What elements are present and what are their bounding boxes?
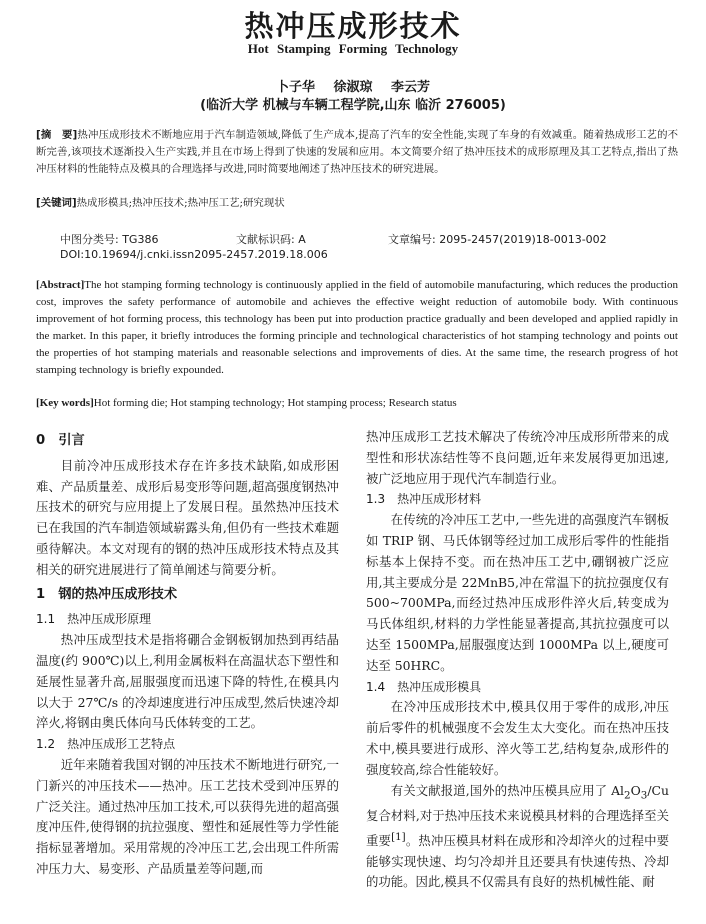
abstract-en-label: [Abstract] [36, 279, 85, 291]
keywords-en-text: Hot forming die; Hot stamping technology; Hot stamping process; Research status [93, 397, 457, 409]
abstract-cn [36, 127, 678, 178]
doi-line: DOI:10.19694/j.cnki.issn2095-2457.2019.18.006 [60, 248, 328, 261]
keywords-cn-text: 热成形模具;热冲压技术;热冲压工艺;研究现状 [76, 197, 285, 209]
author-name: 徐淑琼 [333, 80, 373, 95]
body-column-right [366, 427, 669, 893]
author-list [0, 76, 706, 95]
clc-number: 中图分类号: TG386 [60, 233, 159, 246]
subsection-heading: 1.2 热冲压成形工艺特点 [36, 737, 176, 752]
paper-title-en: Hot Stamping Forming Technology [247, 41, 459, 56]
author-name: 卜子华 [275, 80, 315, 95]
subsection-heading: 1.1 热冲压成形原理 [36, 612, 152, 627]
keywords-cn [36, 195, 678, 212]
body-paragraph: 热冲压成形工艺技术解决了传统冷冲压成形所带来的成型性和形状冻结性等不良问题,近年来发展得更加迅速,被广泛地应用于现代汽车制造行业。 [366, 429, 669, 486]
paragraph-text: /Cu 复合材料,对于热冲压技术来说模具材料的合理选择至关重要 [366, 782, 669, 848]
section-heading: 1 钢的热冲压成形技术 [36, 586, 178, 602]
citation-ref[interactable]: [1] [391, 830, 406, 843]
subscript: 2 [624, 789, 631, 802]
body-paragraph: 热冲压成型技术是指将硼合金钢板钢加热到再结晶温度(约 900℃)以上,利用金属板料在高温状态下塑性和延展性显著升高,屈服强度而迅速下降的特性,在模具内以大于 27℃/s 的冷却速度进行冲压成型,然后快速冷却淬火,将钢由奥氏体向马氏体转变的工艺。 [36, 632, 339, 731]
paper-title: 热冲压成形技术 [244, 9, 462, 43]
body-paragraph [366, 781, 669, 894]
subsection-heading: 1.4 热冲压成形模具 [366, 679, 482, 694]
body-column-left [36, 427, 339, 880]
keywords-en [36, 395, 678, 412]
body-paragraph: 近年来随着我国对钢的冲压技术不断地进行研究,一门新兴的冲压技术——热冲。压工艺技术受到冲压界的广泛关注。通过热冲压加工技术,可以获得先进的超高强度冲压件,使得钢的抗拉强度、塑性和延展性等力学性能指标显著增加。采用常规的冷冲压工艺,会出现工件所需冲压力大、易变形、产品质量差等问题,而 [36, 756, 339, 876]
abstract-cn-label: [摘 要] [36, 129, 78, 141]
section-heading: 0 引言 [36, 433, 85, 448]
article-number: 文章编号: 2095-2457(2019)18-0013-002 [388, 233, 607, 246]
keywords-en-label: [Key words] [36, 397, 94, 409]
subsection-heading: 1.3 热冲压成形材料 [366, 492, 482, 507]
abstract-en [36, 277, 678, 379]
paragraph-text: O [630, 782, 641, 798]
keywords-cn-label: [关键词] [36, 197, 77, 209]
paragraph-text: 有关文献报道,国外的热冲压模具应用了 Al [390, 782, 625, 798]
paragraph-text: 。热冲压模具材料在成形和冷却淬火的过程中要能够实现快速、均匀冷却并且还要具有快速传热、冷却的功能。因此,模具不仅需具有良好的热机械性能、耐 [366, 832, 670, 890]
subscript: 3 [640, 789, 648, 802]
document-code: 文献标识码: A [236, 233, 306, 246]
abstract-en-text: The hot stamping forming technology is continuously applied in the field of automobile manufacturing, which reduces the production cost, improves the safety performance of automobile and achieves the effective weight reduction of automobile body. With continuous improvement of hot forming process, this technology has been put into production practice gradually and been developed and applied rapidly in the market. In this paper, it briefly introduces the forming principle and technological characteristics of hot stamping technology and points out the properties of hot stamping materials and reasonable selections and improvements of dies. At the same time, the research progress of hot stamping technology is briefly expounded. [36, 279, 678, 376]
body-paragraph: 在冷冲压成形技术中,模具仅用于零件的成形,冲压前后零件的机械强度不会发生太大变化。而在热冲压技术中,模具要进行成形、淬火等工艺,结构复杂,成形件的强度较高,综合性能较好。 [366, 699, 669, 777]
body-paragraph: 目前冷冲压成形技术存在许多技术缺陷,如成形困难、产品质量差、成形后易变形等问题,超高强度钢热冲压技术的研究与应用提上了发展日程。虽然热冲压技术已在我国的汽车制造领域崭露头角,但仍有一些技术难题亟待解决。本文对现有的钢的热冲压成形技术特点及其相关的研究进展进行了简单阐述与简要分析。 [36, 457, 339, 577]
author-affiliation: (临沂大学 机械与车辆工程学院,山东 临沂 276005) [200, 98, 506, 113]
abstract-cn-text: 热冲压成形技术不断地应用于汽车制造领域,降低了生产成本,提高了汽车的安全性能,实现了车身的有效减重。随着热成形工艺的不断完善,该项技术逐渐投入生产实践,并且在市场上得到了快速的发展和应用。本文简要介绍了热冲压技术的成形原理及其工艺特点,指出了热冲压材料的性能特点及模具的合理选择与改进,同时简要地阐述了热冲压技术的研究进展。 [36, 129, 678, 175]
body-paragraph: 在传统的冷冲压工艺中,一些先进的高强度汽车钢板如 TRIP 钢、马氏体钢等经过加工成形后零件的性能指标基本上保持不变。而在热冲压工艺中,硼钢被广泛应用,其主要成分是 22MnB5,冲在常温下的抗拉强度仅有 500~700MPa,而经过热冲压成形件淬火后,转变成为马氏体组织,材料的力学性能显著提高,其抗拉强度可以达至 1500MPa,屈服强度达到 1000MPa 以上,硬度可达至 50HRC。 [366, 512, 669, 673]
author-name: 李云芳 [391, 80, 431, 95]
